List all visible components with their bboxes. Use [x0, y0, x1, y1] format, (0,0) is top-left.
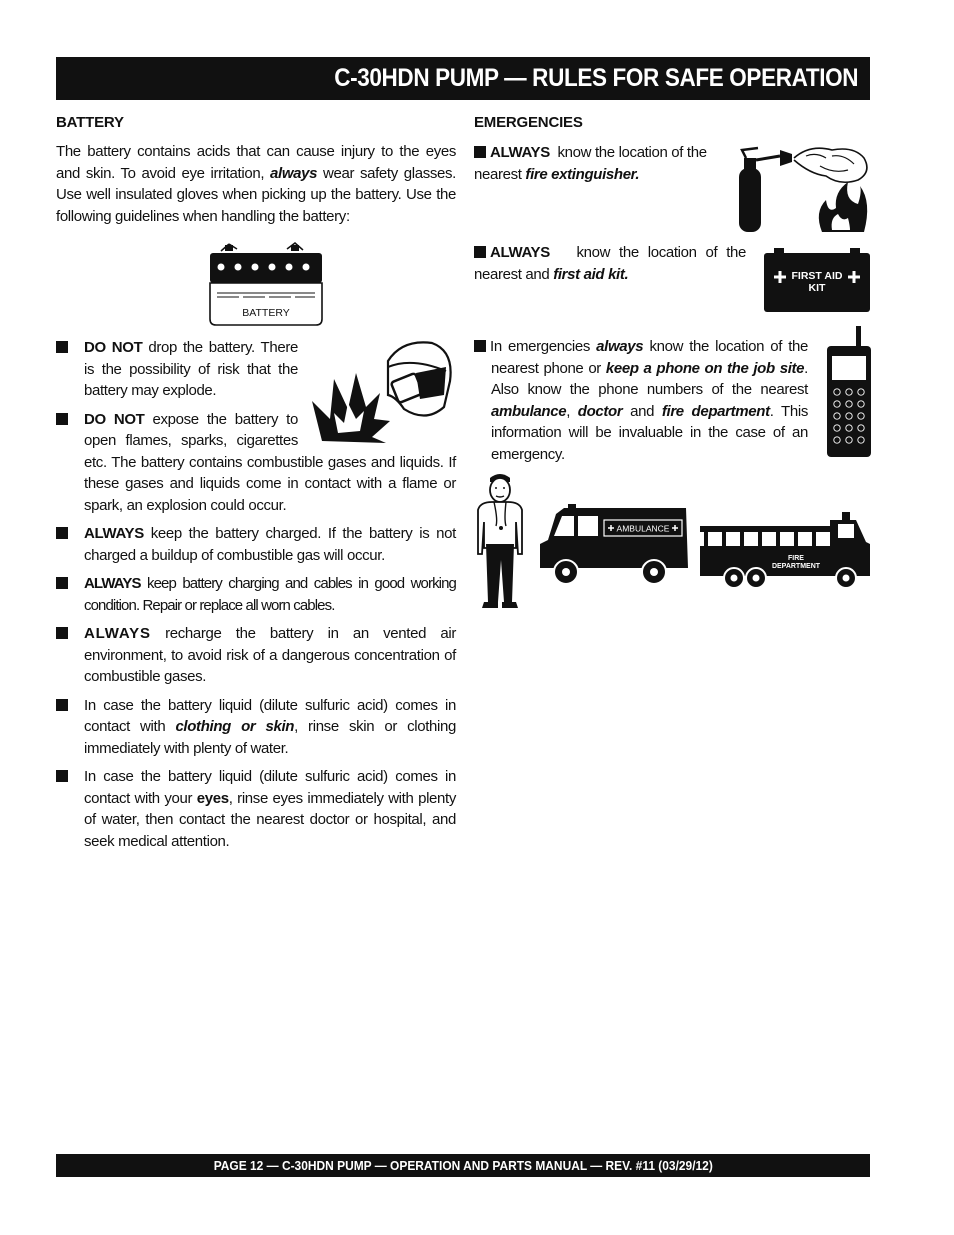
b7-text-1: In case the battery liquid (dilute sulfuric acid) comes in contact with your: [84, 768, 456, 807]
emergency-item-first-aid: [474, 242, 746, 285]
e3-text-3: . Also know the phone numbers of the nearest: [491, 359, 808, 398]
list-item: [56, 573, 456, 616]
e3-bold-2: ambulance: [491, 402, 567, 420]
b6-text-2: , rinse skin or clothing immediately with plenty of water.: [84, 718, 456, 757]
e3-comma: ,: [566, 402, 571, 420]
e3-bold-4: fire department: [661, 402, 770, 420]
b5-text: recharge the battery in an vented air environment, to avoid risk of a dangerous concentration of combustible gases.: [84, 625, 456, 685]
b2-text: expose the battery to open flames, sparks, cigarettes etc. The battery contains combustible gases and liquids. If these gases and liquids come in contact with a flame or spark, an explosion could occur.: [84, 410, 456, 514]
e3-bold-3: doctor: [577, 402, 623, 420]
list-item: [56, 523, 456, 566]
bullet-square-icon: [474, 146, 486, 158]
footer-text: PAGE 12 — C-30HDN PUMP — OPERATION AND PARTS MANUAL — REV. #11 (03/29/12): [213, 1158, 713, 1173]
fire-extinguisher-icon: [736, 146, 872, 234]
bullet-square-icon: [56, 770, 68, 782]
fire-dept-label-2: DEPARTMENT: [771, 563, 821, 570]
first-aid-label-2: KIT: [808, 282, 826, 294]
b1-text: drop the battery. There is the possibility of risk that the battery may explode.: [84, 339, 298, 399]
first-aid-kit-icon: [764, 248, 870, 312]
e1-text: know the location of the nearest: [474, 144, 707, 183]
battery-heading: BATTERY: [56, 114, 124, 131]
ambulance-icon: [538, 502, 690, 586]
b3-lead: ALWAYS: [84, 525, 144, 542]
e3-text-1: In emergencies: [490, 338, 590, 355]
doctor-icon: [474, 470, 526, 610]
battery-intro: [56, 141, 456, 227]
mobile-phone-icon: [826, 326, 872, 458]
bullet-square-icon: [56, 341, 68, 353]
fire-truck-icon: [700, 504, 872, 590]
b3-text: keep the battery charged. If the battery is not charged a buildup of combustible gas will occur.: [84, 525, 456, 564]
e1-bold: fire extinguisher.: [525, 165, 640, 183]
emergencies-heading: EMERGENCIES: [474, 114, 583, 131]
bullet-square-icon: [56, 627, 68, 639]
b5-lead: ALWAYS: [84, 625, 151, 642]
e3-text-4: . This information will be invaluable in the case of an emergency.: [491, 402, 808, 463]
bullet-square-icon: [56, 699, 68, 711]
page-title: C-30HDN PUMP — RULES FOR SAFE OPERATION: [334, 64, 858, 92]
intro-always: always: [270, 164, 318, 182]
emergency-item-extinguisher: [474, 142, 724, 185]
e3-and: and: [630, 402, 655, 420]
b2-lead: DO NOT: [84, 410, 145, 428]
intro-text-2: wear safety glasses. Use well insulated gloves when picking up the battery. Use the following guidelines when handling the battery:: [56, 164, 456, 225]
first-aid-label-1: FIRST AID: [791, 270, 843, 282]
b4-lead: ALWAYS: [84, 575, 141, 592]
list-item: [56, 695, 456, 760]
b7-bold: eyes: [196, 789, 229, 807]
list-item: [56, 409, 456, 517]
bullet-square-icon: [56, 413, 68, 425]
b4-text: keep battery charging and cables in good working condition. Repair or replace all worn cables.: [84, 575, 456, 614]
intro-text-1: The battery contains acids that can cause injury to the eyes and skin. To avoid eye irritation,: [56, 143, 456, 182]
bullet-square-icon: [56, 527, 68, 539]
battery-icon: [207, 241, 325, 327]
b6-text-1: In case the battery liquid (dilute sulfuric acid) comes in contact with: [84, 696, 456, 735]
e2-lead: ALWAYS: [490, 244, 550, 261]
e2-text: know the location of the nearest and: [474, 244, 747, 283]
battery-image-label: BATTERY: [242, 307, 290, 319]
e3-always: always: [596, 338, 644, 355]
list-item: [56, 766, 456, 852]
ambulance-label: AMBULANCE: [616, 523, 670, 534]
b6-bold: clothing or skin: [175, 718, 295, 735]
fire-dept-label-1: FIRE: [788, 555, 804, 562]
b7-text-2: , rinse eyes immediately with plenty of water, then contact the nearest doctor or hospital, and seek medical attention.: [84, 789, 456, 850]
battery-bullet-list: [56, 337, 456, 852]
emergency-item-phone: [474, 336, 808, 465]
e1-lead: ALWAYS: [490, 144, 550, 161]
page-title-bar: [56, 57, 870, 100]
list-item: [56, 623, 456, 688]
battery-section: [56, 114, 456, 859]
emergencies-section: [474, 114, 874, 634]
bullet-square-icon: [56, 577, 68, 589]
bullet-square-icon: [474, 340, 486, 352]
page-footer: [56, 1154, 870, 1177]
e2-bold: first aid kit.: [553, 265, 629, 283]
e3-bold-1: keep a phone on the job site: [605, 359, 805, 377]
bullet-square-icon: [474, 246, 486, 258]
b1-lead: DO NOT: [84, 339, 143, 356]
list-item: [56, 337, 456, 402]
e3-text-2: know the location of the nearest phone or: [491, 338, 809, 377]
